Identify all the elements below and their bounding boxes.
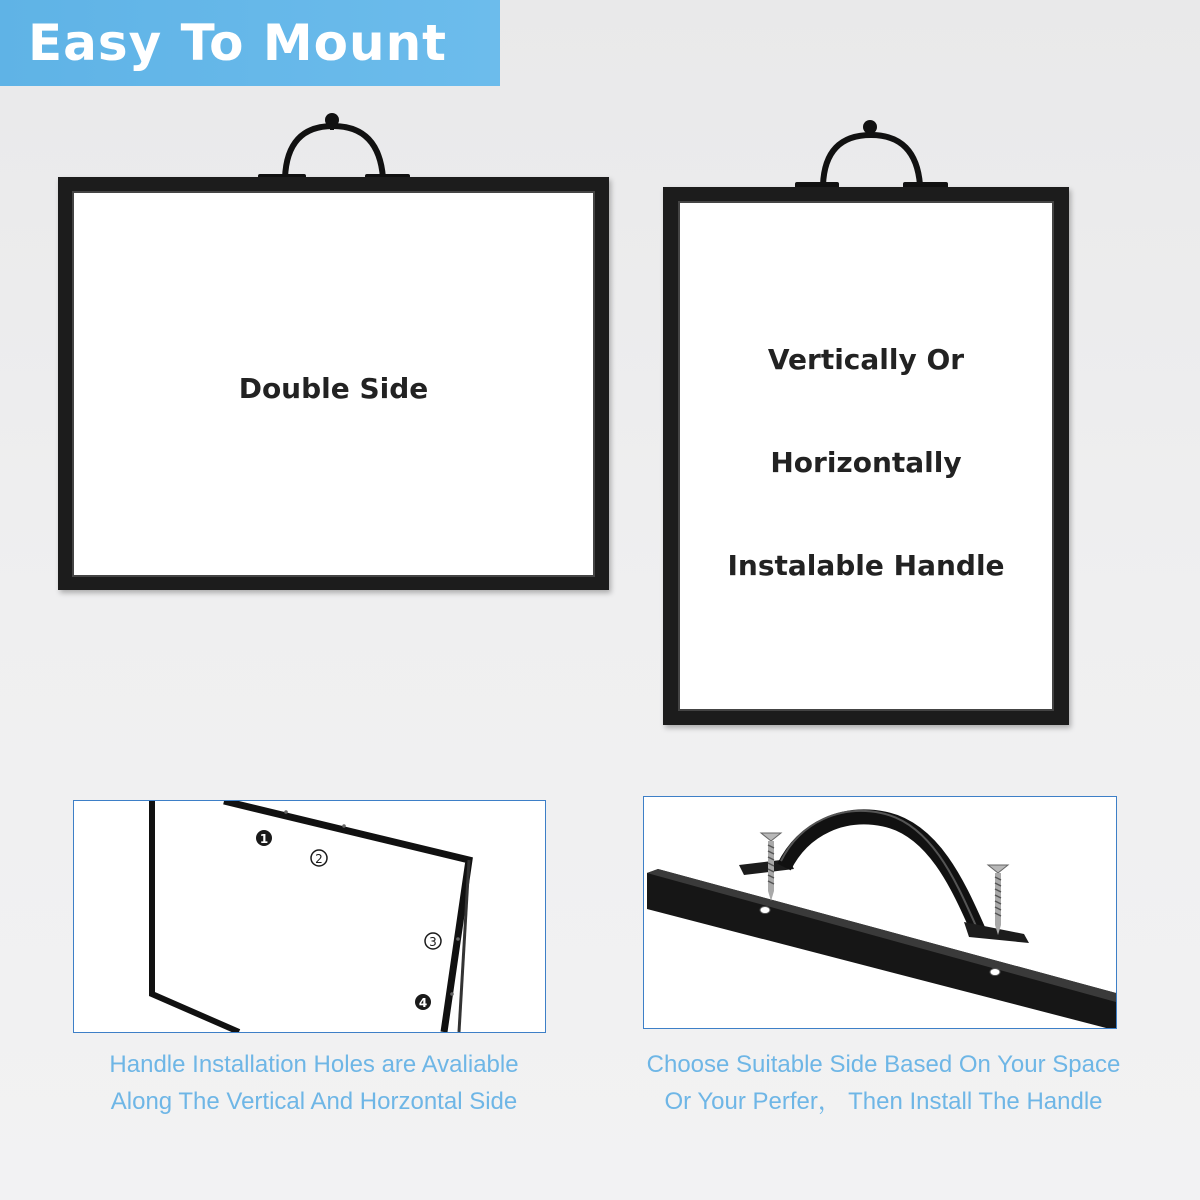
- board-label-vertically: Vertically Or: [767, 343, 965, 376]
- board-label-horizontally: Horizontally: [770, 446, 962, 479]
- caption-holes-line-1: Handle Installation Holes are Avaliable: [109, 1051, 519, 1078]
- svg-text:3: 3: [429, 935, 437, 949]
- rail-hole-icon: [990, 969, 1000, 976]
- caption-holes: [64, 1046, 564, 1120]
- hook-handle-right-icon: [792, 115, 952, 195]
- page-title: Easy To Mount: [28, 14, 448, 72]
- frame-corner-icon: [74, 801, 545, 1032]
- hole-marker-3: [425, 933, 441, 949]
- whiteboard-horizontal: [58, 177, 609, 590]
- caption-handle-line-2: Or Your Perfer， Then Install The Handle: [664, 1088, 1103, 1115]
- handle-install-icon: [644, 797, 1116, 1028]
- title-banner: [0, 0, 500, 86]
- hole-marker-2: [311, 850, 327, 866]
- svg-text:4: 4: [418, 996, 428, 1010]
- svg-text:2: 2: [315, 852, 323, 866]
- hook-handle-left-icon: [255, 108, 415, 188]
- hole-marker-1: [256, 830, 272, 846]
- caption-handle-line-1: Choose Suitable Side Based On Your Space: [646, 1051, 1121, 1078]
- board-label-double-side: Double Side: [238, 372, 429, 405]
- whiteboard-vertical: [663, 187, 1069, 725]
- hole-marker-4: [415, 994, 431, 1010]
- caption-holes-line-2: Along The Vertical And Horzontal Side: [110, 1088, 518, 1115]
- board-label-handle: Instalable Handle: [727, 549, 1005, 582]
- screw-icon: [988, 865, 1008, 935]
- svg-text:1: 1: [259, 832, 269, 846]
- handle-detail-panel: [643, 796, 1117, 1029]
- caption-handle: [630, 1046, 1137, 1120]
- holes-detail-panel: [73, 800, 546, 1033]
- rail-hole-icon: [760, 907, 770, 914]
